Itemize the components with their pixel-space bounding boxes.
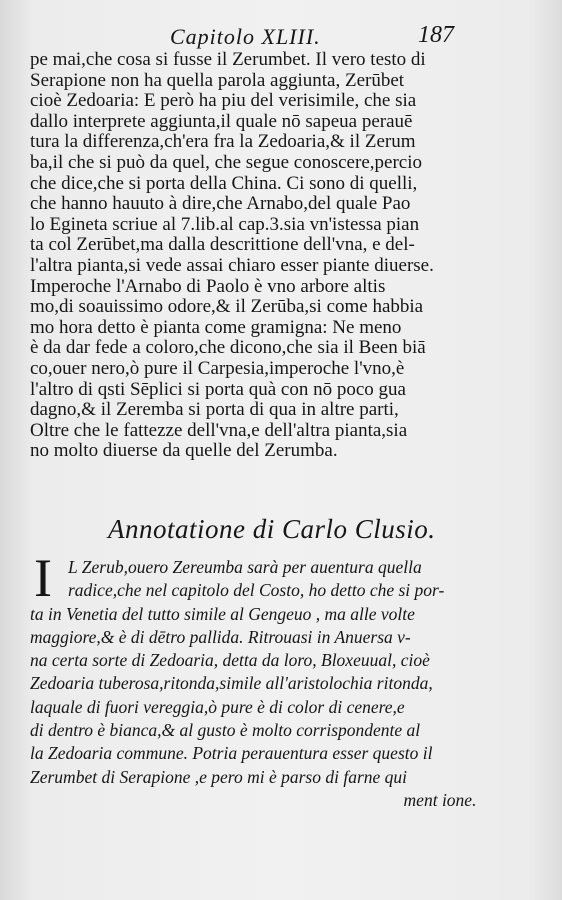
text-line: l'altra pianta,si vede assai chiaro esser piante diuerse. (30, 254, 434, 276)
text-line: co,ouer nero,ò pure il Carpesia,imperoche l'vno,è (30, 357, 405, 379)
annotation-line: na certa sorte di Zedoaria, detta da loro, Bloxeuual, cioè (30, 650, 430, 671)
annotation-line: la Zedoaria commune. Potria perauentura esser questo il (30, 743, 433, 764)
text-line: tura la differenza,ch'era fra la Zedoaria,& il Zerum (30, 131, 416, 153)
annotation-line: maggiore,& è di dētro pallida. Ritrouasi in Anuersa v- (30, 626, 411, 647)
annotation-line: laquale di fuori vereggia,ò pure è di color di cenere,e (30, 696, 405, 717)
text-line: cioè Zedoaria: E però ha piu del verisimile, che sia (30, 90, 417, 112)
text-line: ba,il che si può da quel, che segue conoscere,percio (30, 151, 422, 173)
text-line: Imperoche l'Arnabo di Paolo è vno arbore altis (30, 275, 386, 297)
text-line: è da dar fede a coloro,che dicono,che sia il Been biā (30, 337, 426, 359)
page-header (0, 8, 562, 48)
annotation-line: Zerumbet di Serapione ,e pero mi è parso di farne qui (30, 766, 408, 787)
text-line: l'altro di qsti Sēplici si porta quà con nō poco gua (30, 378, 406, 400)
text-line: Serapione non ha quella parola aggiunta, Zerūbet (30, 69, 405, 91)
text-line: mo hora detto è pianta come gramigna: Ne meno (30, 316, 402, 338)
page-number: 187 (418, 22, 454, 48)
text-line: mo,di soauissimo odore,& il Zerūba,si come habbia (30, 296, 424, 318)
text-line: ta col Zerūbet,ma dalla descrittione dell'vna, e del- (30, 234, 415, 256)
text-line: lo Egineta scriue al 7.lib.al cap.3.sia vn'istessa pian (30, 213, 420, 235)
annotation-line: ta in Venetia del tutto simile al Gengeuo , ma alle volte (30, 603, 415, 624)
annotation-line: di dentro è bianca,& al gusto è molto corrispondente al (30, 720, 421, 741)
annotation-heading: Annotatione di Carlo Clusio. (108, 514, 436, 544)
drop-cap-initial: I (34, 548, 52, 608)
text-line: che dice,che si porta della China. Ci sono di quelli, (30, 172, 418, 194)
text-line: che hanno hauuto à dire,che Arnabo,del quale Pao (30, 193, 411, 215)
text-line: no molto diuerse da quelle del Zerumba. (30, 440, 338, 462)
annotation-line: Zedoaria tuberosa,ritonda,simile all'aristolochia ritonda, (30, 673, 433, 694)
text-line: dallo interprete aggiunta,il quale nō sapeua perauē (30, 110, 413, 132)
text-line: Oltre che le fattezze dell'vna,e dell'altra pianta,sia (30, 419, 408, 441)
chapter-body-text (30, 50, 540, 462)
annotation-line: L Zerub,ouero Zereumba sarà per auentura quella (68, 557, 422, 577)
text-line: pe mai,che cosa si fusse il Zerumbet. Il vero testo di (30, 49, 426, 70)
annotation-line: radice,che nel capitolo del Costo, ho detto che si por- (68, 580, 445, 601)
annotation-line: ment ione. (403, 789, 477, 810)
running-head: Capitolo XLIII. (170, 24, 321, 49)
annotation-body-text (30, 548, 530, 812)
text-line: dagno,& il Zeremba si porta di qua in altre parti, (30, 399, 399, 421)
